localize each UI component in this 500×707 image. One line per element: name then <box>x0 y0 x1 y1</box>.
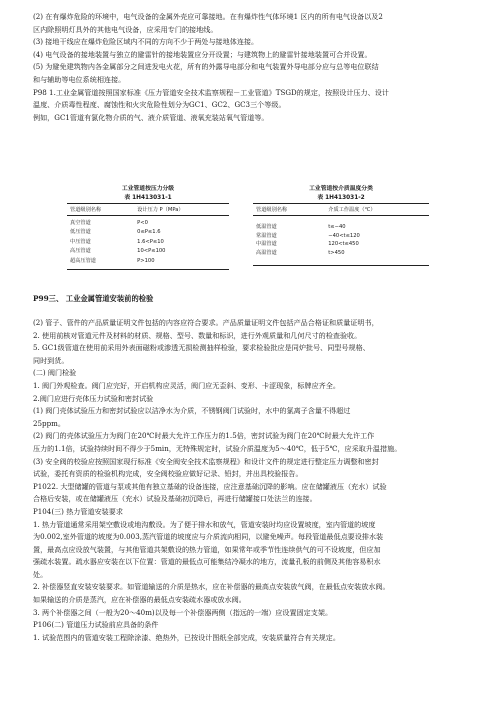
table-cell: 0≤P≤1.6 <box>137 229 161 236</box>
text-line: (二) 阀门检验 <box>33 368 77 378</box>
text-line: 压力的1.1倍，试验持续时间不得少于5min，无特殊规定时，试验介质温度为5～40℃，低于5℃，应采取升温措施。 <box>33 443 402 453</box>
table-cell: t>450 <box>325 249 429 265</box>
text-line: 和与辅助等电位系统相连接。 <box>33 74 126 84</box>
text-line: P98 1.工业金属管道按照国家标准《压力管道安全技术监察规程－工业管道》TSGD的规定，按照设计压力、设计 <box>33 87 389 97</box>
table-cell: 中压管道 <box>70 238 91 245</box>
table-cell: 真空管道 <box>70 220 91 226</box>
table-header: 管道级别名称 <box>253 204 325 216</box>
table-cell: 1.6<P≤10 <box>137 238 164 245</box>
table-cell: P>100 <box>134 257 229 270</box>
table-cell: 低温管道 <box>256 224 277 230</box>
text-line: 例如，GC1管道有氯化物介质的气、液介质管道、液氧充装站氧气管道等。 <box>33 112 269 122</box>
text-line: P106(二) 管道压力试验前应具备的条件 <box>33 620 159 630</box>
text-line: (3) 接地干线应在爆炸危险区域内不同的方向不少于两处与接地体连接。 <box>33 37 259 47</box>
table-cell: 10<P≤100 <box>137 248 166 255</box>
text-line: 同时到货。 <box>33 355 69 365</box>
table-header: 管道级别名称 <box>67 204 134 216</box>
text-line: 2.阀门应进行壳体压力试验和密封试验 <box>33 393 154 403</box>
text-line: 区内除照明灯具外的其他电气设备，应采用专门的接地线。 <box>33 24 218 34</box>
text-line: (5) 为避免建筑物内各金属部分之间进发电火花，所有的外露导电部分和电气装置外导电部分应与总等电位联结 <box>33 62 379 72</box>
section-title: P99三、 工业金属管道安装前的检验 <box>33 294 154 303</box>
text-line: 2. 使用前核对管道元件及材料的材质、规格、型号、数量和标识，进行外观质量和几何尺寸的检查验收。 <box>33 330 362 340</box>
text-line: 5. GC1级管道在使用前采用外表面磁粉或渗透无损检测抽样检验，要求检验批应是同炉批号、同型号规格、 <box>33 343 370 353</box>
table-cell: 高压管道 <box>70 248 91 255</box>
intro-paragraphs <box>33 11 473 124</box>
text-line: 1. 阀门外观检查。阀门应完好，开启机构应灵活，阀门应无歪斜、变形、卡涩现象，标牌应齐全。 <box>33 380 340 390</box>
text-line: 如果输送的介质是蒸汽，应在补偿器的最低点安装疏水器或放水阀。 <box>33 595 246 605</box>
text-line: 1. 热力管道通常采用架空敷设或地沟敷设。为了便于排水和放气，管道安装时均应设置坡度，室内管道的坡度 <box>33 519 376 529</box>
table-header: 设计压力 P（MPa） <box>134 204 229 216</box>
text-line: (4) 电气设备的接地装置与独立的避雷针的接地装置应分开设置；与建筑物上的避雷针接地装置可合并设置。 <box>33 49 372 59</box>
table-caption: 工业管道按压力分级 <box>121 186 175 192</box>
text-line: 试验，委托有资质的检验机构完成，安全阀校验应做好记录、铅封，并出具校验报告。 <box>33 469 303 479</box>
text-line: P1022. 大型储罐的管道与泵或其他有独立基础的设备连接，应注意基础沉降的影响。应在储罐液压（充水）试验 <box>33 481 387 491</box>
text-line: 合格后安装，或在储罐液压（充水）试验及基础初沉降后，再进行储罐接口处法兰的连接。 <box>33 494 317 504</box>
table-cell: 低压管道 <box>70 229 91 236</box>
table-cell: P<0 <box>137 220 148 226</box>
text-line: 强疏水装置。疏水器应安装在以下位置：管道的最低点可能集结冷凝水的地方，流量孔板的前侧及其他容易积水 <box>33 557 381 567</box>
text-line: 温度、介质毒性程度、腐蚀性和火灾危险性划分为GC1、GC2、GC3三个等级。 <box>33 100 286 110</box>
text-line: (1) 阀门壳体试验压力和密封试验应以洁净水为介质，不锈钢阀门试验时，水中的氯离子含量不得超过 <box>33 406 351 416</box>
text-line: 1. 试验范围内的管道安装工程除涂漆、绝热外，已按设计图纸全部完成，安装质量符合有关规定。 <box>33 632 340 642</box>
table-cell: 常温管道 <box>256 232 277 239</box>
table-cell: −40<t≤120 <box>328 232 360 239</box>
text-line: (3) 安全阀的校验应按照国家现行标准《安全阀安全技术监察规程》和设计文件的规定进行整定压力调整和密封 <box>33 456 379 466</box>
text-line: P104(三) 热力管道安装要求 <box>33 506 123 516</box>
text-line: 置，最高点应设放气装置，与其他管道共架敷设的热力管道，如果常年或季节性连续供气的可不设坡度，但应加 <box>33 544 381 554</box>
table-number: 表 1H413031-1 <box>124 195 172 201</box>
table-cell: t≤−40 <box>328 224 346 230</box>
text-line: 处。 <box>33 569 48 579</box>
text-line: (2) 阀门的壳体试验压力为阀门在20℃时最大允许工作压力的1.5倍，密封试验为阀门在20℃时最大允许工作 <box>33 431 375 441</box>
table-number: 表 1H413031-2 <box>317 195 365 201</box>
table-cell: 中温管道 <box>256 241 277 248</box>
text-line: 为0.002,室外管道的坡度为0.003,蒸汽管道的坡度应与介质流向相同，以避免噪声。每段管道最低点要设排水装 <box>33 532 384 542</box>
body-paragraphs <box>33 317 473 644</box>
table-cell: 超高压管道 <box>67 257 134 270</box>
pressure-class-table <box>67 183 229 270</box>
table-cell: 120<t≤450 <box>328 241 359 248</box>
table-cell: 高温管道 <box>253 249 325 265</box>
table-caption: 工业管道按介质温度分类 <box>309 186 373 192</box>
text-line: 2. 补偿器竖直安装安装要求。如管道输送的介质是热水，应在补偿器的最高点安装放气阀，在最低点安装放水阀。 <box>33 582 390 592</box>
text-line: 3. 两个补偿器之间（一般为20～40m)以及每一个补偿器两侧（指远的一端）应设置固定支架。 <box>33 607 333 617</box>
temperature-class-table <box>253 183 429 266</box>
table-header: 介质工作温度（℃） <box>325 204 429 216</box>
text-line: (2) 在有爆炸危险的环境中，电气设备的金属外壳应可靠接地。在有爆炸性气体环境1 区内的所有电气设备以及2 <box>33 12 383 21</box>
text-line: (2) 管子、管件的产品质量证明文件包括的内容应符合要求。产品质量证明文件包括产品合格证和质量证明书， <box>33 318 379 327</box>
text-line: 25ppm。 <box>33 418 65 428</box>
